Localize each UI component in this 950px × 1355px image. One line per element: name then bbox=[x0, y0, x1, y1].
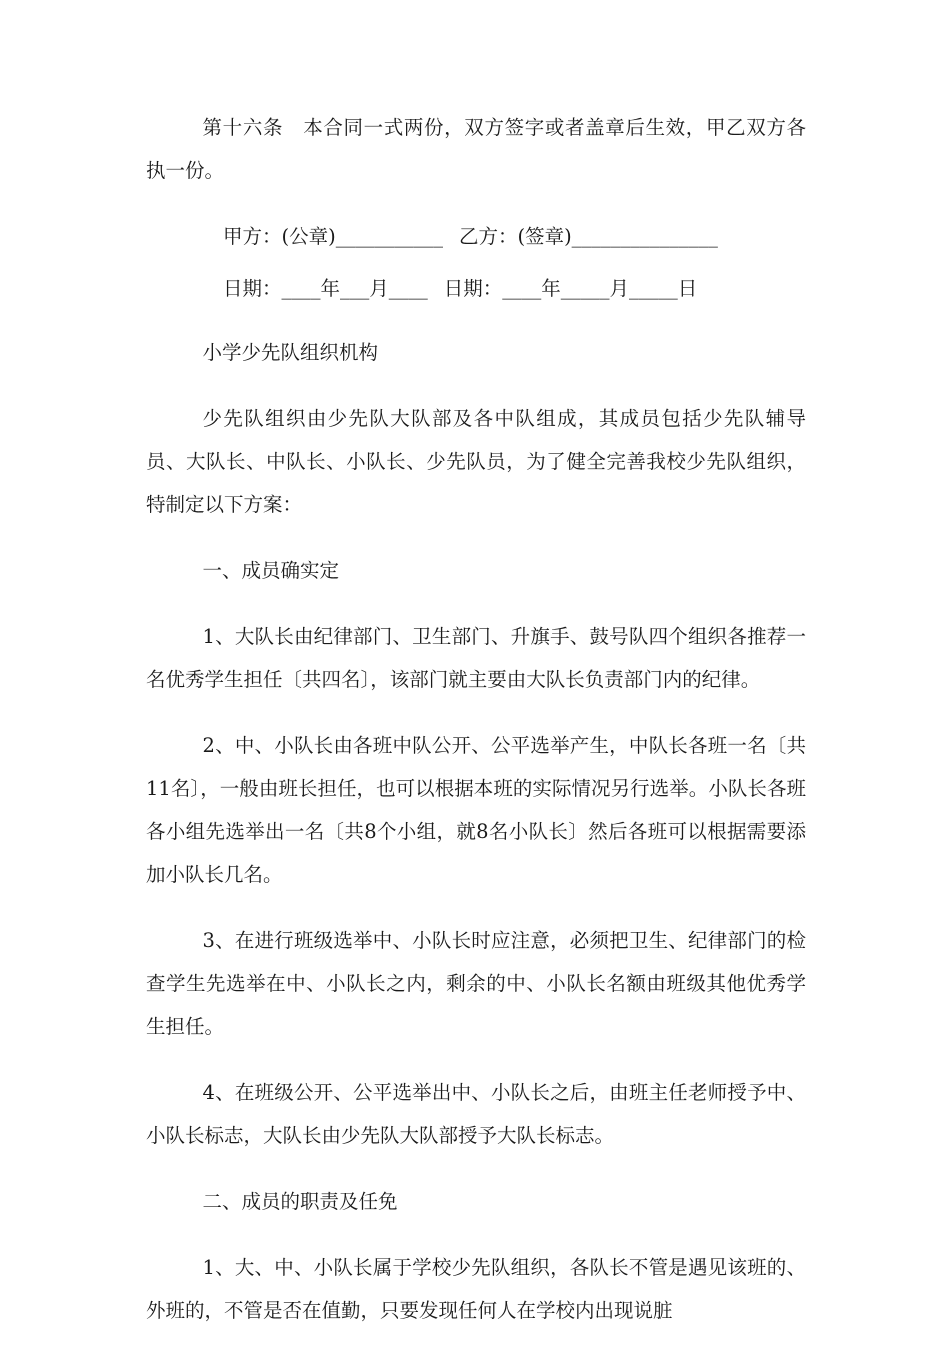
intro-paragraph: 少先队组织由少先队大队部及各中队组成，其成员包括少先队辅导员、大队长、中队长、小队长、少先队员，为了健全完善我校少先队组织，特制定以下方案： bbox=[146, 407, 806, 516]
section-1-item-4: 4、在班级公开、公平选举出中、小队长之后，由班主任老师授予中、小队长标志，大队长由少先队大队部授予大队长标志。 bbox=[146, 1081, 806, 1147]
section-2-item-1: 1、大、中、小队长属于学校少先队组织，各队长不管是遇见该班的、外班的，不管是否在值勤，只要发现任何人在学校内出现说脏 bbox=[146, 1256, 806, 1322]
document-title: 小学少先队组织机构 bbox=[202, 341, 379, 364]
party-b-signature: 乙方：(签章)_______________ bbox=[458, 225, 718, 248]
contract-clause-16: 第十六条 本合同一式两份，双方签字或者盖章后生效，甲乙双方各执一份。 bbox=[146, 116, 806, 182]
party-a-signature: 甲方：(公章)___________ bbox=[223, 225, 443, 248]
section-1-item-3: 3、在进行班级选举中、小队长时应注意，必须把卫生、纪律部门的检查学生先选举在中、小队长之内，剩余的中、小队长名额由班级其他优秀学生担任。 bbox=[146, 929, 806, 1038]
signature-row-parties bbox=[146, 215, 806, 258]
section-1-item-2: 2、中、小队长由各班中队公开、公平选举产生，中队长各班一名〔共11名〕，一般由班长担任，也可以根据本班的实际情况另行选举。小队长各班各小组先选举出一名〔共8个小组，就8名小队长〕然后各班可以根据需要添加小队长几名。 bbox=[146, 734, 806, 886]
party-b-date: 日期：____年_____月_____日 bbox=[443, 277, 698, 300]
document-body bbox=[146, 106, 806, 1355]
signature-row-dates bbox=[146, 267, 806, 310]
section-1-item-1: 1、大队长由纪律部门、卫生部门、升旗手、鼓号队四个组织各推荐一名优秀学生担任〔共四名〕，该部门就主要由大队长负责部门内的纪律。 bbox=[146, 625, 806, 691]
section-2-heading: 二、成员的职责及任免 bbox=[202, 1190, 398, 1213]
section-1-heading: 一、成员确实定 bbox=[202, 559, 340, 582]
party-a-date: 日期：____年___月____ bbox=[223, 277, 428, 300]
